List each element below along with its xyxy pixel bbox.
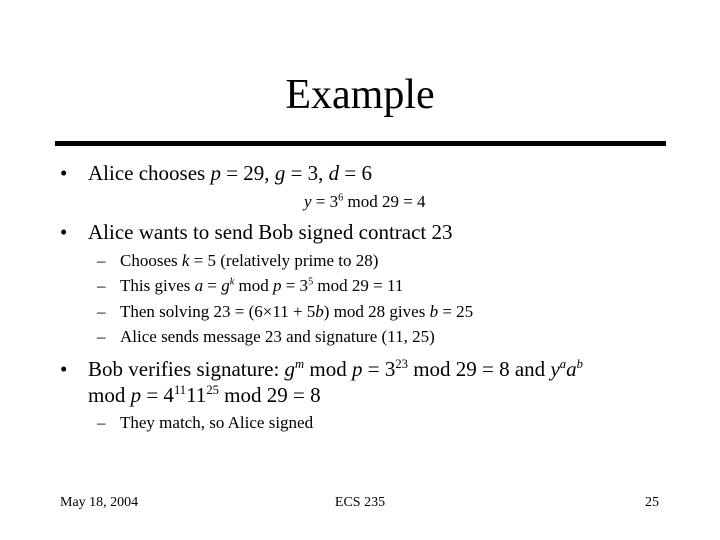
sub-item-5 bbox=[0, 413, 720, 433]
sub-item-4-text: Alice sends message 23 and signature (11, 25) bbox=[120, 327, 435, 346]
dash: – bbox=[97, 251, 106, 270]
sub-item-2 bbox=[0, 276, 720, 296]
sub-item-1 bbox=[0, 251, 720, 271]
dash: – bbox=[97, 276, 106, 295]
sub-item-5-text: They match, so Alice signed bbox=[120, 413, 314, 432]
bullet-dot: • bbox=[60, 220, 68, 244]
slide-title: Example bbox=[285, 72, 435, 118]
sub-item-3-text: Then solving 23 = (6×11 + 5b) mod 28 gives b = 25 bbox=[120, 302, 474, 321]
bullet-2-text: Alice wants to send Bob signed contract 23 bbox=[88, 220, 453, 244]
footer-date: May 18, 2004 bbox=[60, 495, 139, 510]
bullet-dot: • bbox=[60, 357, 68, 381]
public-key-line: $y = 3^6$ mod 29 = 4 bbox=[304, 192, 426, 211]
dash: – bbox=[97, 327, 106, 346]
sub-item-2-text: This gives $a = g^k$ mod $p = 3^5$ mod 29 = 11 bbox=[120, 276, 404, 295]
bullet-3-line-1: Bob verifies signature: $g^m$ mod $p = 3^{23}$ mod 29 = 8 and $y^aa^b$ bbox=[88, 356, 583, 381]
footer-course: ECS 235 bbox=[334, 495, 386, 510]
footer-page-number: 25 bbox=[645, 495, 659, 510]
bullet-3-line-2: mod $p = 4^{11}11^{25}$ mod 29 = 8 bbox=[88, 382, 321, 407]
bullet-1-text: Alice chooses p = 29, g = 3, d = 6 bbox=[88, 161, 372, 185]
bullet-dot: • bbox=[60, 161, 68, 185]
sub-item-3 bbox=[0, 302, 720, 322]
dash: – bbox=[97, 302, 106, 321]
sub-item-1-text: Chooses k = 5 (relatively prime to 28) bbox=[120, 251, 379, 270]
dash: – bbox=[97, 413, 106, 432]
sub-item-4 bbox=[0, 327, 720, 347]
title-rule bbox=[55, 141, 666, 146]
